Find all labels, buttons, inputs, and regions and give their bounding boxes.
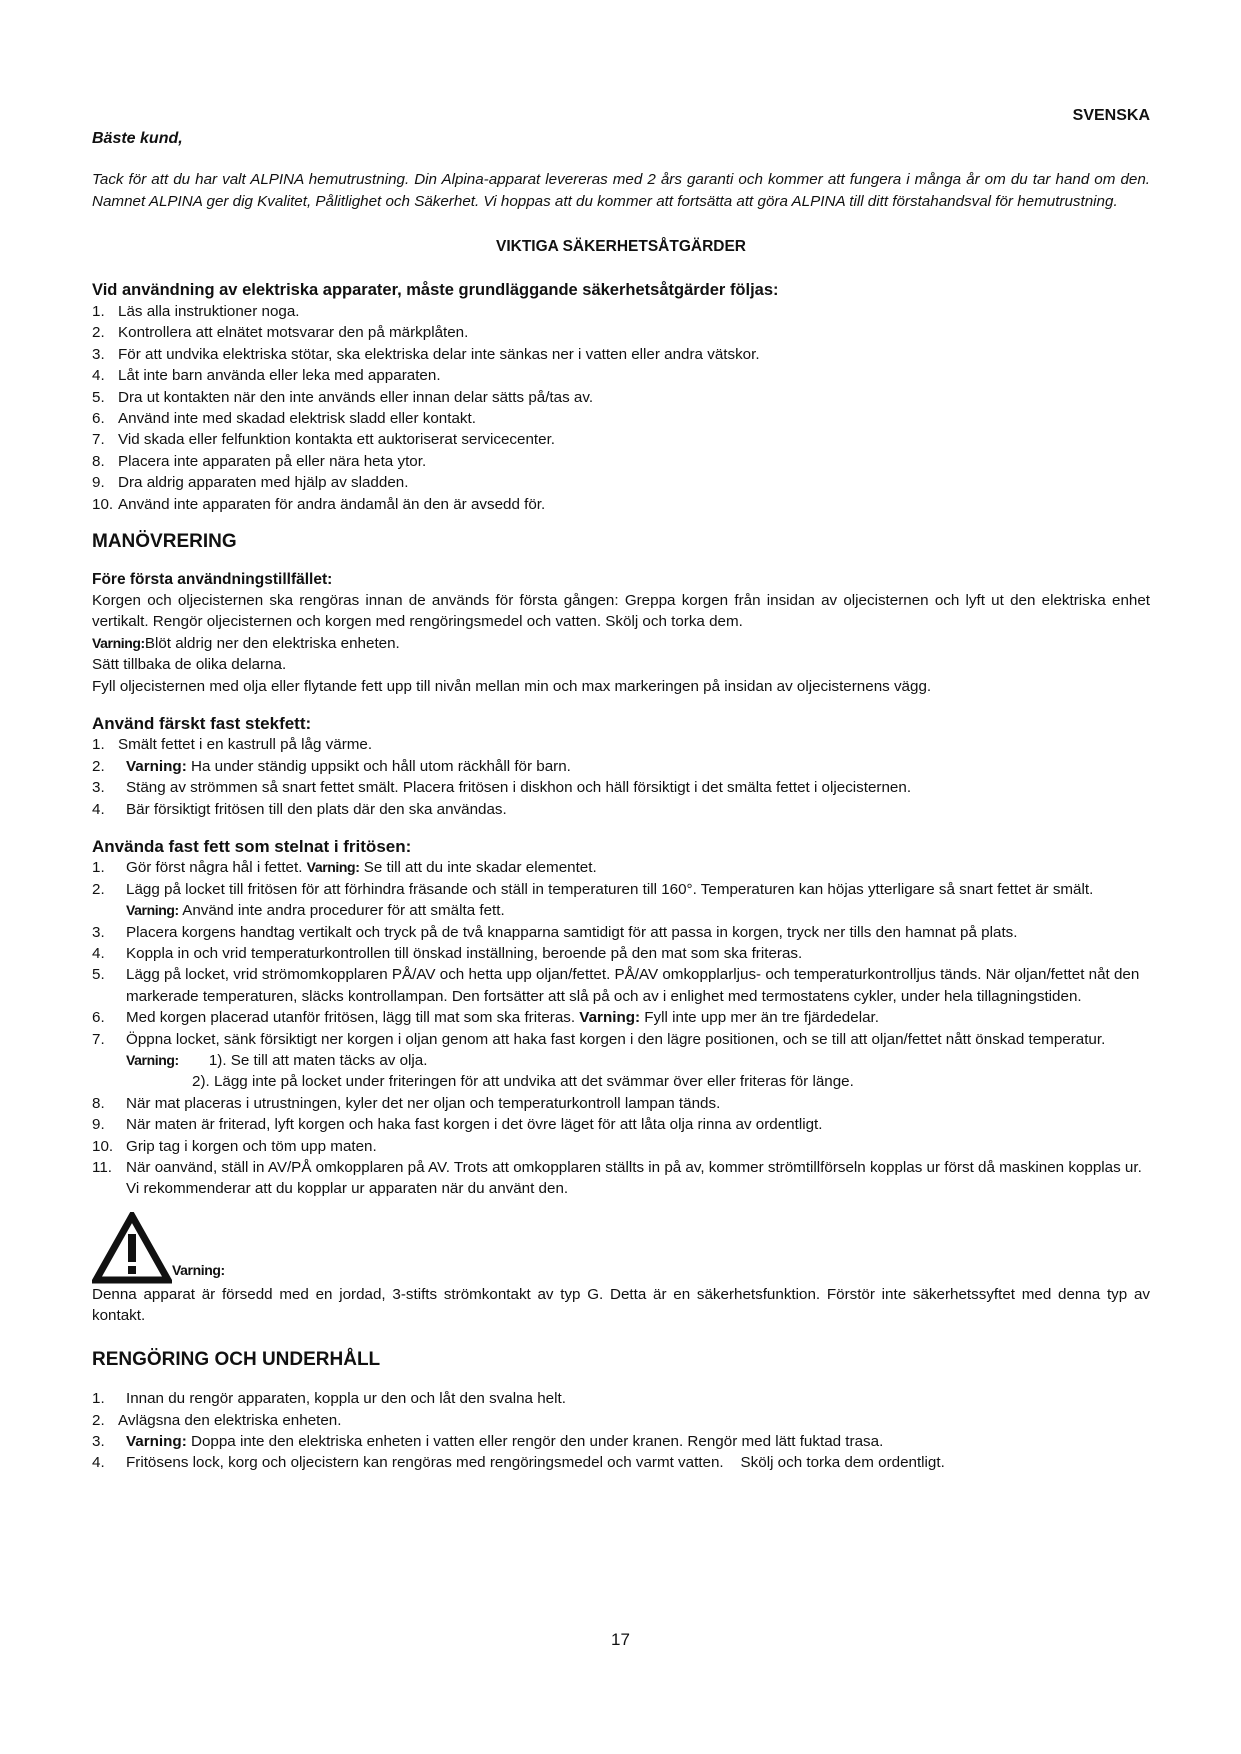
safety-lead: Vid användning av elektriska apparater, måste grundläggande säkerhetsåtgärder följas:: [92, 280, 779, 299]
list-item: 7. Öppna locket, sänk försiktigt ner korgen i oljan genom att haka fast korgen i den lägre positionen, och se till att oljan/fettet nått önskad temperatur. Varning: 1). Se till att maten täcks av olja. 2). Lägg inte på locket under friteringen för att undvika att det svämmar över eller friteras för länge.: [92, 1029, 1150, 1093]
page-number: 17: [611, 1630, 630, 1649]
list-item: 3. För att undvika elektriska stötar, ska elektriska delar inte sänkas ner i vatten eller andra vätskor.: [92, 345, 760, 363]
first-use-reassemble: Sätt tillbaka de olika delarna.: [92, 656, 287, 674]
list-item: 7. Vid skada eller felfunktion kontakta ett auktoriserat servicecenter.: [92, 431, 556, 449]
list-item: 4. Koppla in och vrid temperaturkontrollen till önskad inställning, beroende på den mat som ska friteras.: [92, 945, 803, 962]
list-item: 2. Varning: Ha under ständig uppsikt och håll utom räckhåll för barn.: [92, 757, 571, 775]
cleaning-title: RENGÖRING OCH UNDERHÅLL: [92, 1348, 381, 1370]
list-item: 2. Lägg på locket till fritösen för att förhindra fräsande och ställ in temperaturen till 160°. Temperaturen kan höjas ytterligare så snart fettet är smält. Varning: Använd inte andra procedurer för att smälta fett.: [92, 880, 1094, 920]
list-item: 4. Bär försiktigt fritösen till den plats där den ska användas.: [92, 800, 507, 818]
safety-list: [92, 301, 1150, 515]
first-use-title: Före första användningstillfället:: [92, 570, 333, 588]
list-item: 3. Stäng av strömmen så snart fettet smält. Placera fritösen i diskhon och häll försiktigt i det smälta fettet i oljecisternen.: [92, 779, 912, 797]
hazard-warning: [92, 1212, 1150, 1284]
language-label: SVENSKA: [1072, 107, 1150, 124]
intro-paragraph: Tack för att du har valt ALPINA hemutrustning. Din Alpina-apparat levereras med 2 års garanti och kommer att fungera i många år om du tar hand om den. Namnet ALPINA ger dig Kvalitet, Pålitlighet och Säkerhet. Vi hoppas att du kommer att fortsätta att göra ALPINA till ditt förstahandsval för hemutrustning.: [92, 171, 1150, 210]
list-item: 11. När oanvänd, ställ in AV/PÅ omkopplaren på AV. Trots att omkopplaren ställts in på av, kommer strömtillförseln kopplas ur först då maskinen kopplas ur. Vi rekommenderar att du kopplar ur apparaten när du använt den.: [92, 1159, 1142, 1198]
fresh-fat-list: [92, 734, 1150, 820]
list-item: 8. Placera inte apparaten på eller nära heta ytor.: [92, 452, 427, 470]
list-item: 1. Smält fettet i en kastrull på låg värme.: [92, 736, 373, 754]
list-item: 10. Grip tag i korgen och töm upp maten.: [92, 1137, 377, 1155]
page-content: [92, 104, 1150, 1474]
first-use-fill: Fyll oljecisternen med olja eller flytande fett upp till nivån mellan min och max markeringen på insidan av oljecisternens vägg.: [92, 677, 932, 695]
list-item: 5. Dra ut kontakten när den inte används eller innan delar sätts på/tas av.: [92, 388, 594, 406]
list-item-subnote: Varning: 1). Se till att maten täcks av olja.: [126, 1052, 428, 1070]
list-item: 8. När mat placeras i utrustningen, kyler det ner oljan och temperaturkontroll lampan tänds.: [92, 1094, 721, 1112]
list-item: 4. Fritösens lock, korg och oljecistern kan rengöras med rengöringsmedel och varmt vatten. Skölj och torka dem ordentligt.: [92, 1454, 945, 1472]
safety-title: VIKTIGA SÄKERHETSÅTGÄRDER: [495, 238, 747, 256]
list-item: 1. Innan du rengör apparaten, koppla ur den och låt den svalna helt.: [92, 1390, 566, 1408]
list-item: 9. När maten är friterad, lyft korgen och haka fast korgen i det övre läget för att låta olja rinna av ordentligt.: [92, 1116, 823, 1134]
list-item: 2. Avlägsna den elektriska enheten.: [92, 1411, 342, 1429]
greeting: Bäste kund,: [92, 130, 183, 147]
hazard-label: Varning:: [172, 1262, 225, 1279]
list-item: 6. Med korgen placerad utanför fritösen, lägg till mat som ska friteras. Varning: Fyll inte upp mer än tre fjärdedelar.: [92, 1009, 879, 1027]
operation-title: MANÖVRERING: [92, 531, 237, 553]
list-item: 1. Läs alla instruktioner noga.: [92, 303, 300, 321]
list-item: 3. Varning: Doppa inte den elektriska enheten i vatten eller rengör den under kranen. Rengör med lätt fuktad trasa.: [92, 1432, 884, 1450]
list-item-subnote: 2). Lägg inte på locket under friteringen för att undvika att det svämmar över eller friteras för länge.: [192, 1073, 854, 1091]
list-item: 10. Använd inte apparaten för andra ändamål än den är avsedd för.: [92, 495, 546, 513]
list-item: 5. Lägg på locket, vrid strömomkopplaren PÅ/AV och hetta upp oljan/fettet. PÅ/AV omkopplarljus- och temperaturkontrolljus tänds. När oljan/fettet nåt den markerade temperaturen, släcks kontrollampan. Den fortsätter att slå på och av i enlighet med termostatens cykler, under hela tillagningstiden.: [92, 966, 1140, 1005]
warning-triangle-icon: [92, 1212, 172, 1284]
first-use-paragraph: Korgen och oljecisternen ska rengöras innan de används för första gången: Greppa korgen från insidan av oljecisternen och lyft ut den elektriska enhet vertikalt. Rengör oljecisternen och korgen med rengöringsmedel och vatten. Skölj och torka dem.: [92, 591, 1150, 631]
solid-fat-list: [92, 857, 1150, 1200]
list-item: 3. Placera korgens handtag vertikalt och tryck på de två knapparna samtidigt för att passa in korgen, tryck ner tills den hamnat på plats.: [92, 923, 1018, 941]
list-item: 6. Använd inte med skadad elektrisk sladd eller kontakt.: [92, 410, 476, 428]
solid-fat-title: Använda fast fett som stelnat i fritösen:: [92, 836, 412, 856]
list-item: 1. Gör först några hål i fettet. Varning: Se till att du inte skadar elementet.: [92, 859, 597, 877]
fresh-fat-title: Använd färskt fast stekfett:: [92, 713, 312, 733]
list-item: 9. Dra aldrig apparaten med hjälp av sladden.: [92, 474, 409, 492]
cleaning-list: [92, 1388, 1150, 1474]
hazard-text: Denna apparat är försedd med en jordad, 3-stifts strömkontakt av typ G. Detta är en säkerhetsfunktion. Förstör inte säkerhetssyftet med denna typ av kontakt.: [92, 1285, 1150, 1325]
list-item: 4. Låt inte barn använda eller leka med apparaten.: [92, 367, 441, 385]
list-item: 2. Kontrollera att elnätet motsvarar den på märkplåten.: [92, 324, 469, 342]
first-use-warning: Varning:Blöt aldrig ner den elektriska enheten.: [92, 634, 400, 652]
